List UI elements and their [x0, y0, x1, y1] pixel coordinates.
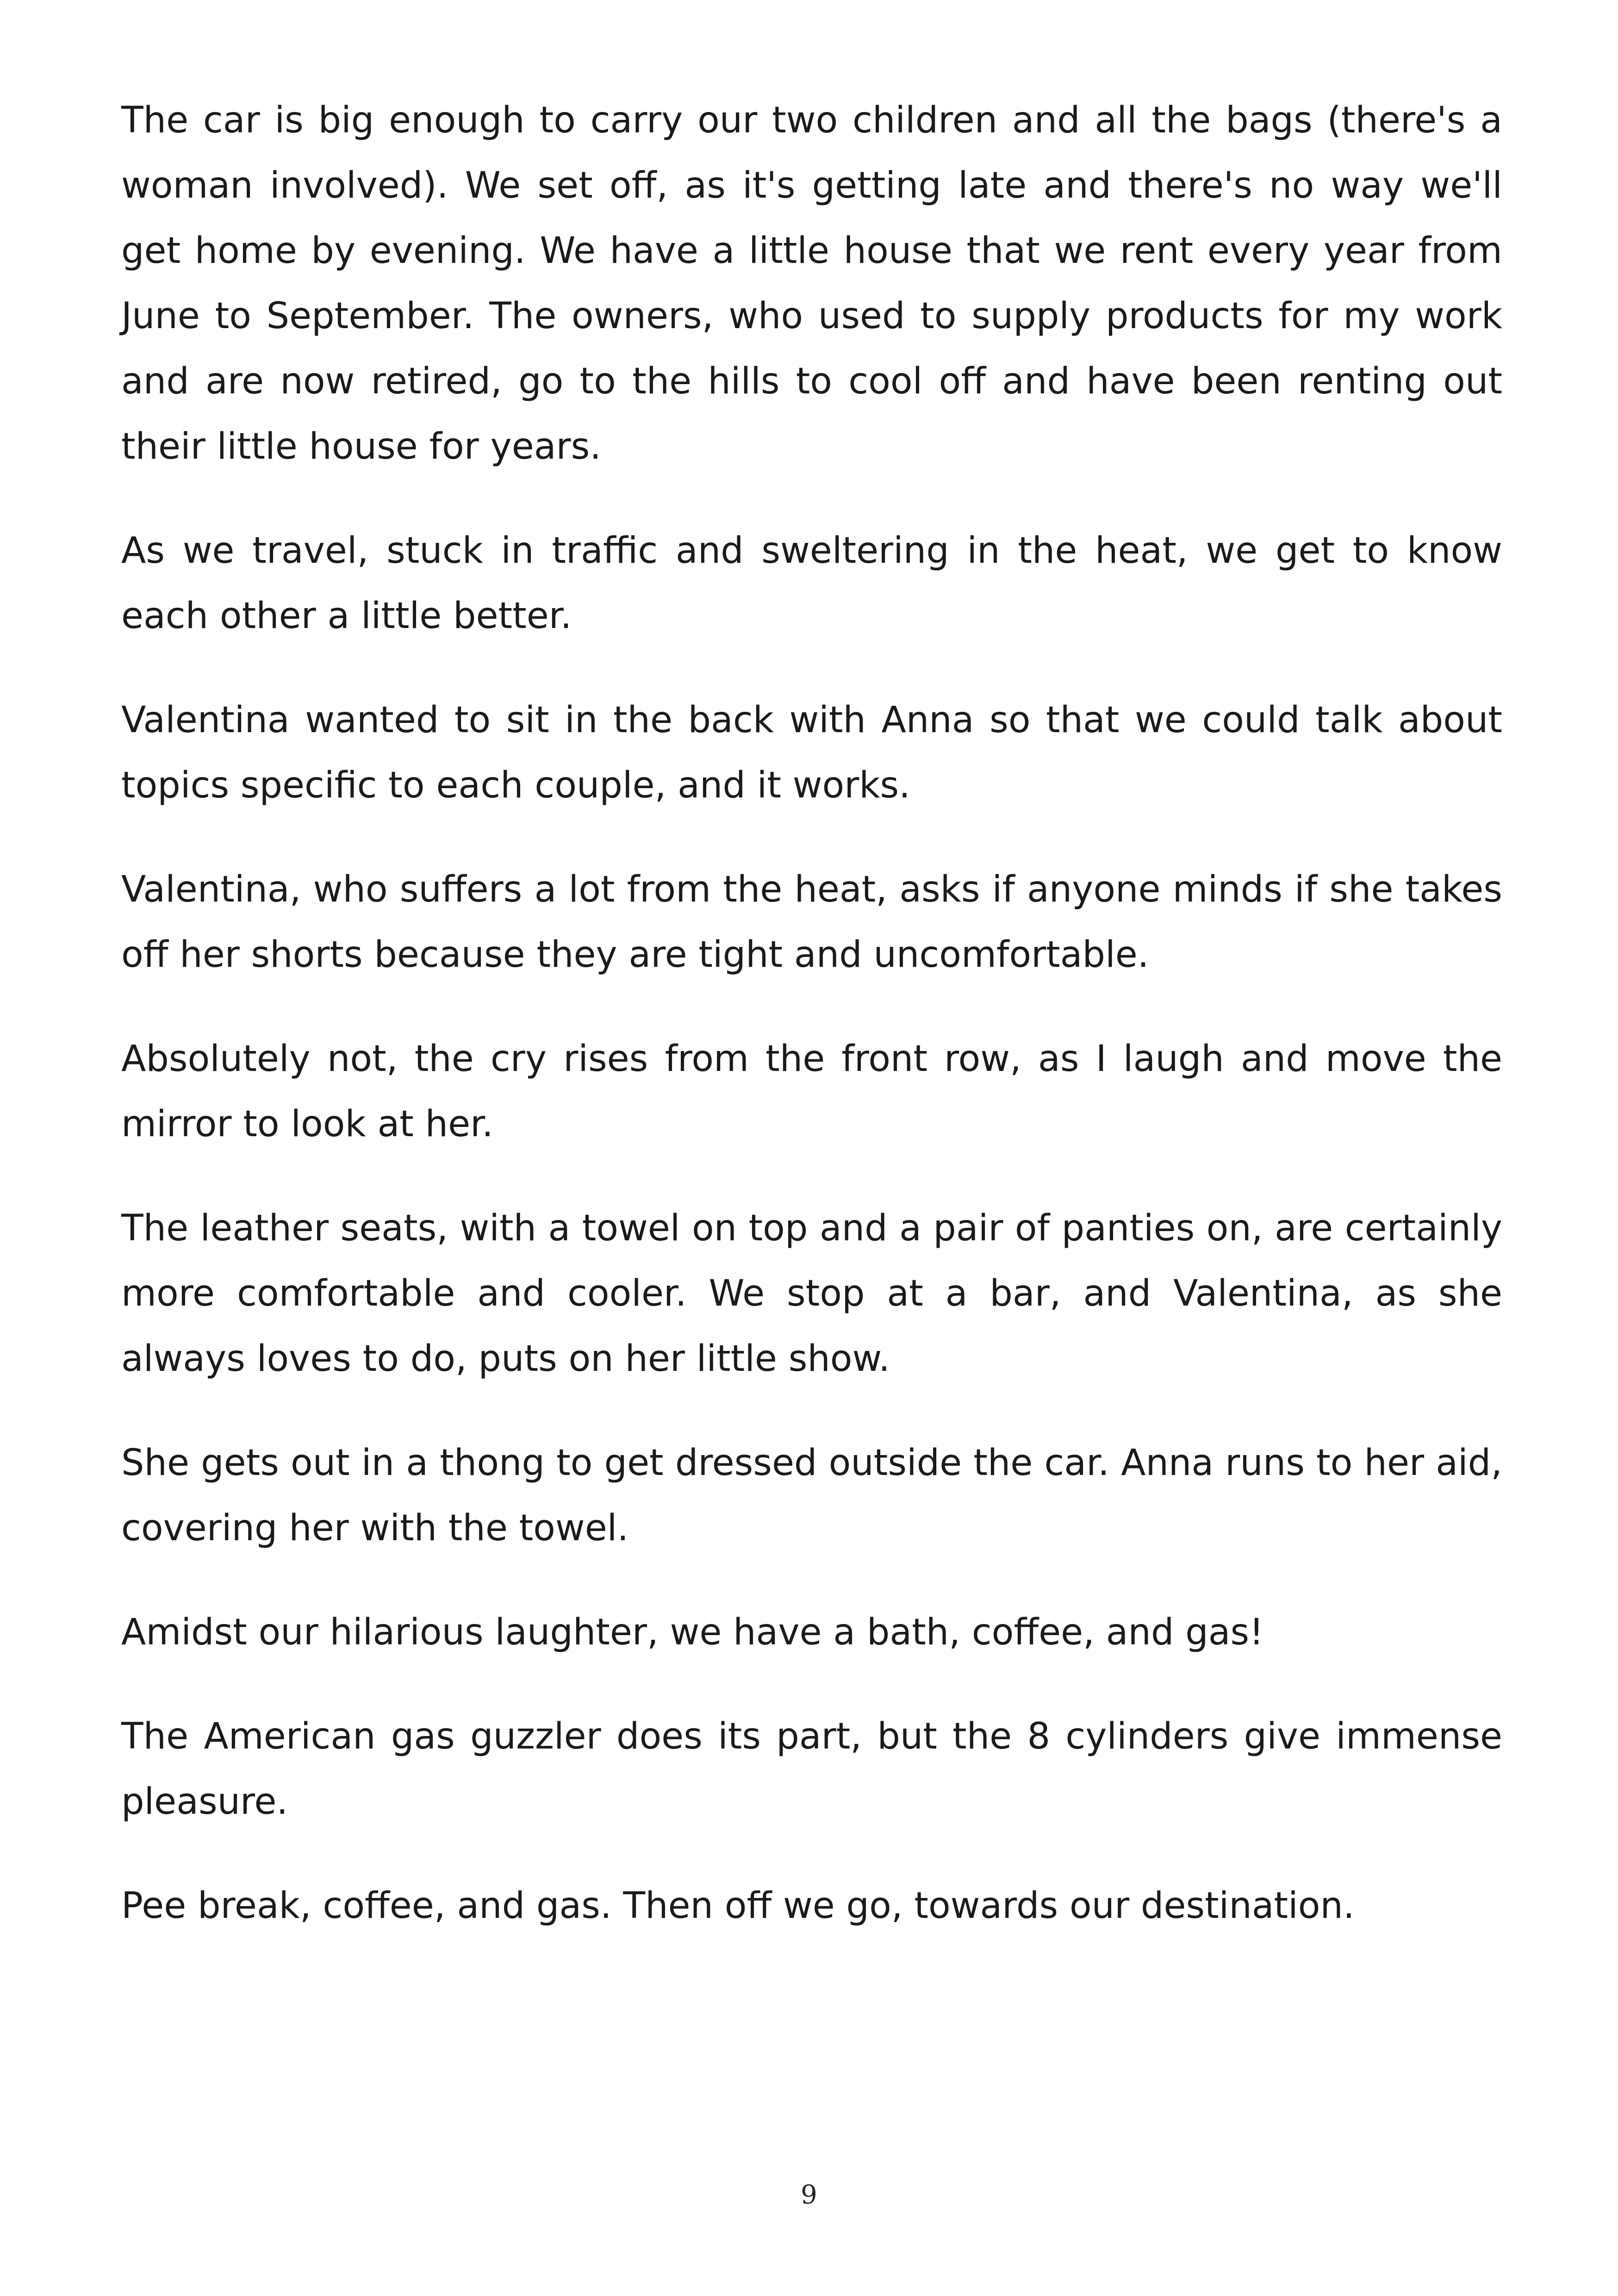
paragraph-10: Pee break, coffee, and gas. Then off we go, towards our destination. — [121, 1885, 1355, 1927]
paragraph-9: The American gas guzzler does its part, but the 8 cylinders give immense pleasure. — [121, 1716, 1502, 1823]
paragraph-2: As we travel, stuck in traffic and sweltering in the heat, we get to know each other a little better. — [121, 530, 1502, 637]
paragraph-1: The car is big enough to carry our two children and all the bags (there's a woman involved). We set off, as it's getting late and there's no way we'll get home by evening. We have a little house that we rent every year from June to September. The owners, who used to supply products for my work and are now retired, go to the hills to cool off and have been renting out their little house for years. — [121, 100, 1502, 467]
paragraph-6: The leather seats, with a towel on top and a pair of panties on, are certainly more comfortable and cooler. We stop at a bar, and Valentina, as she always loves to do, puts on her little show. — [121, 1207, 1502, 1380]
paragraph-3: Valentina wanted to sit in the back with Anna so that we could talk about topics specific to each couple, and it works. — [121, 699, 1502, 806]
paragraph-7: She gets out in a thong to get dressed outside the car. Anna runs to her aid, covering her with the towel. — [121, 1442, 1502, 1549]
paragraph-5: Absolutely not, the cry rises from the front row, as I laugh and move the mirror to look at her. — [121, 1038, 1502, 1145]
paragraph-4: Valentina, who suffers a lot from the heat, asks if anyone minds if she takes off her shorts because they are tight and uncomfortable. — [121, 869, 1502, 976]
paragraph-8: Amidst our hilarious laughter, we have a bath, coffee, and gas! — [121, 1612, 1264, 1653]
page-number: 9 — [801, 2180, 817, 2210]
body-text — [121, 88, 1502, 1978]
